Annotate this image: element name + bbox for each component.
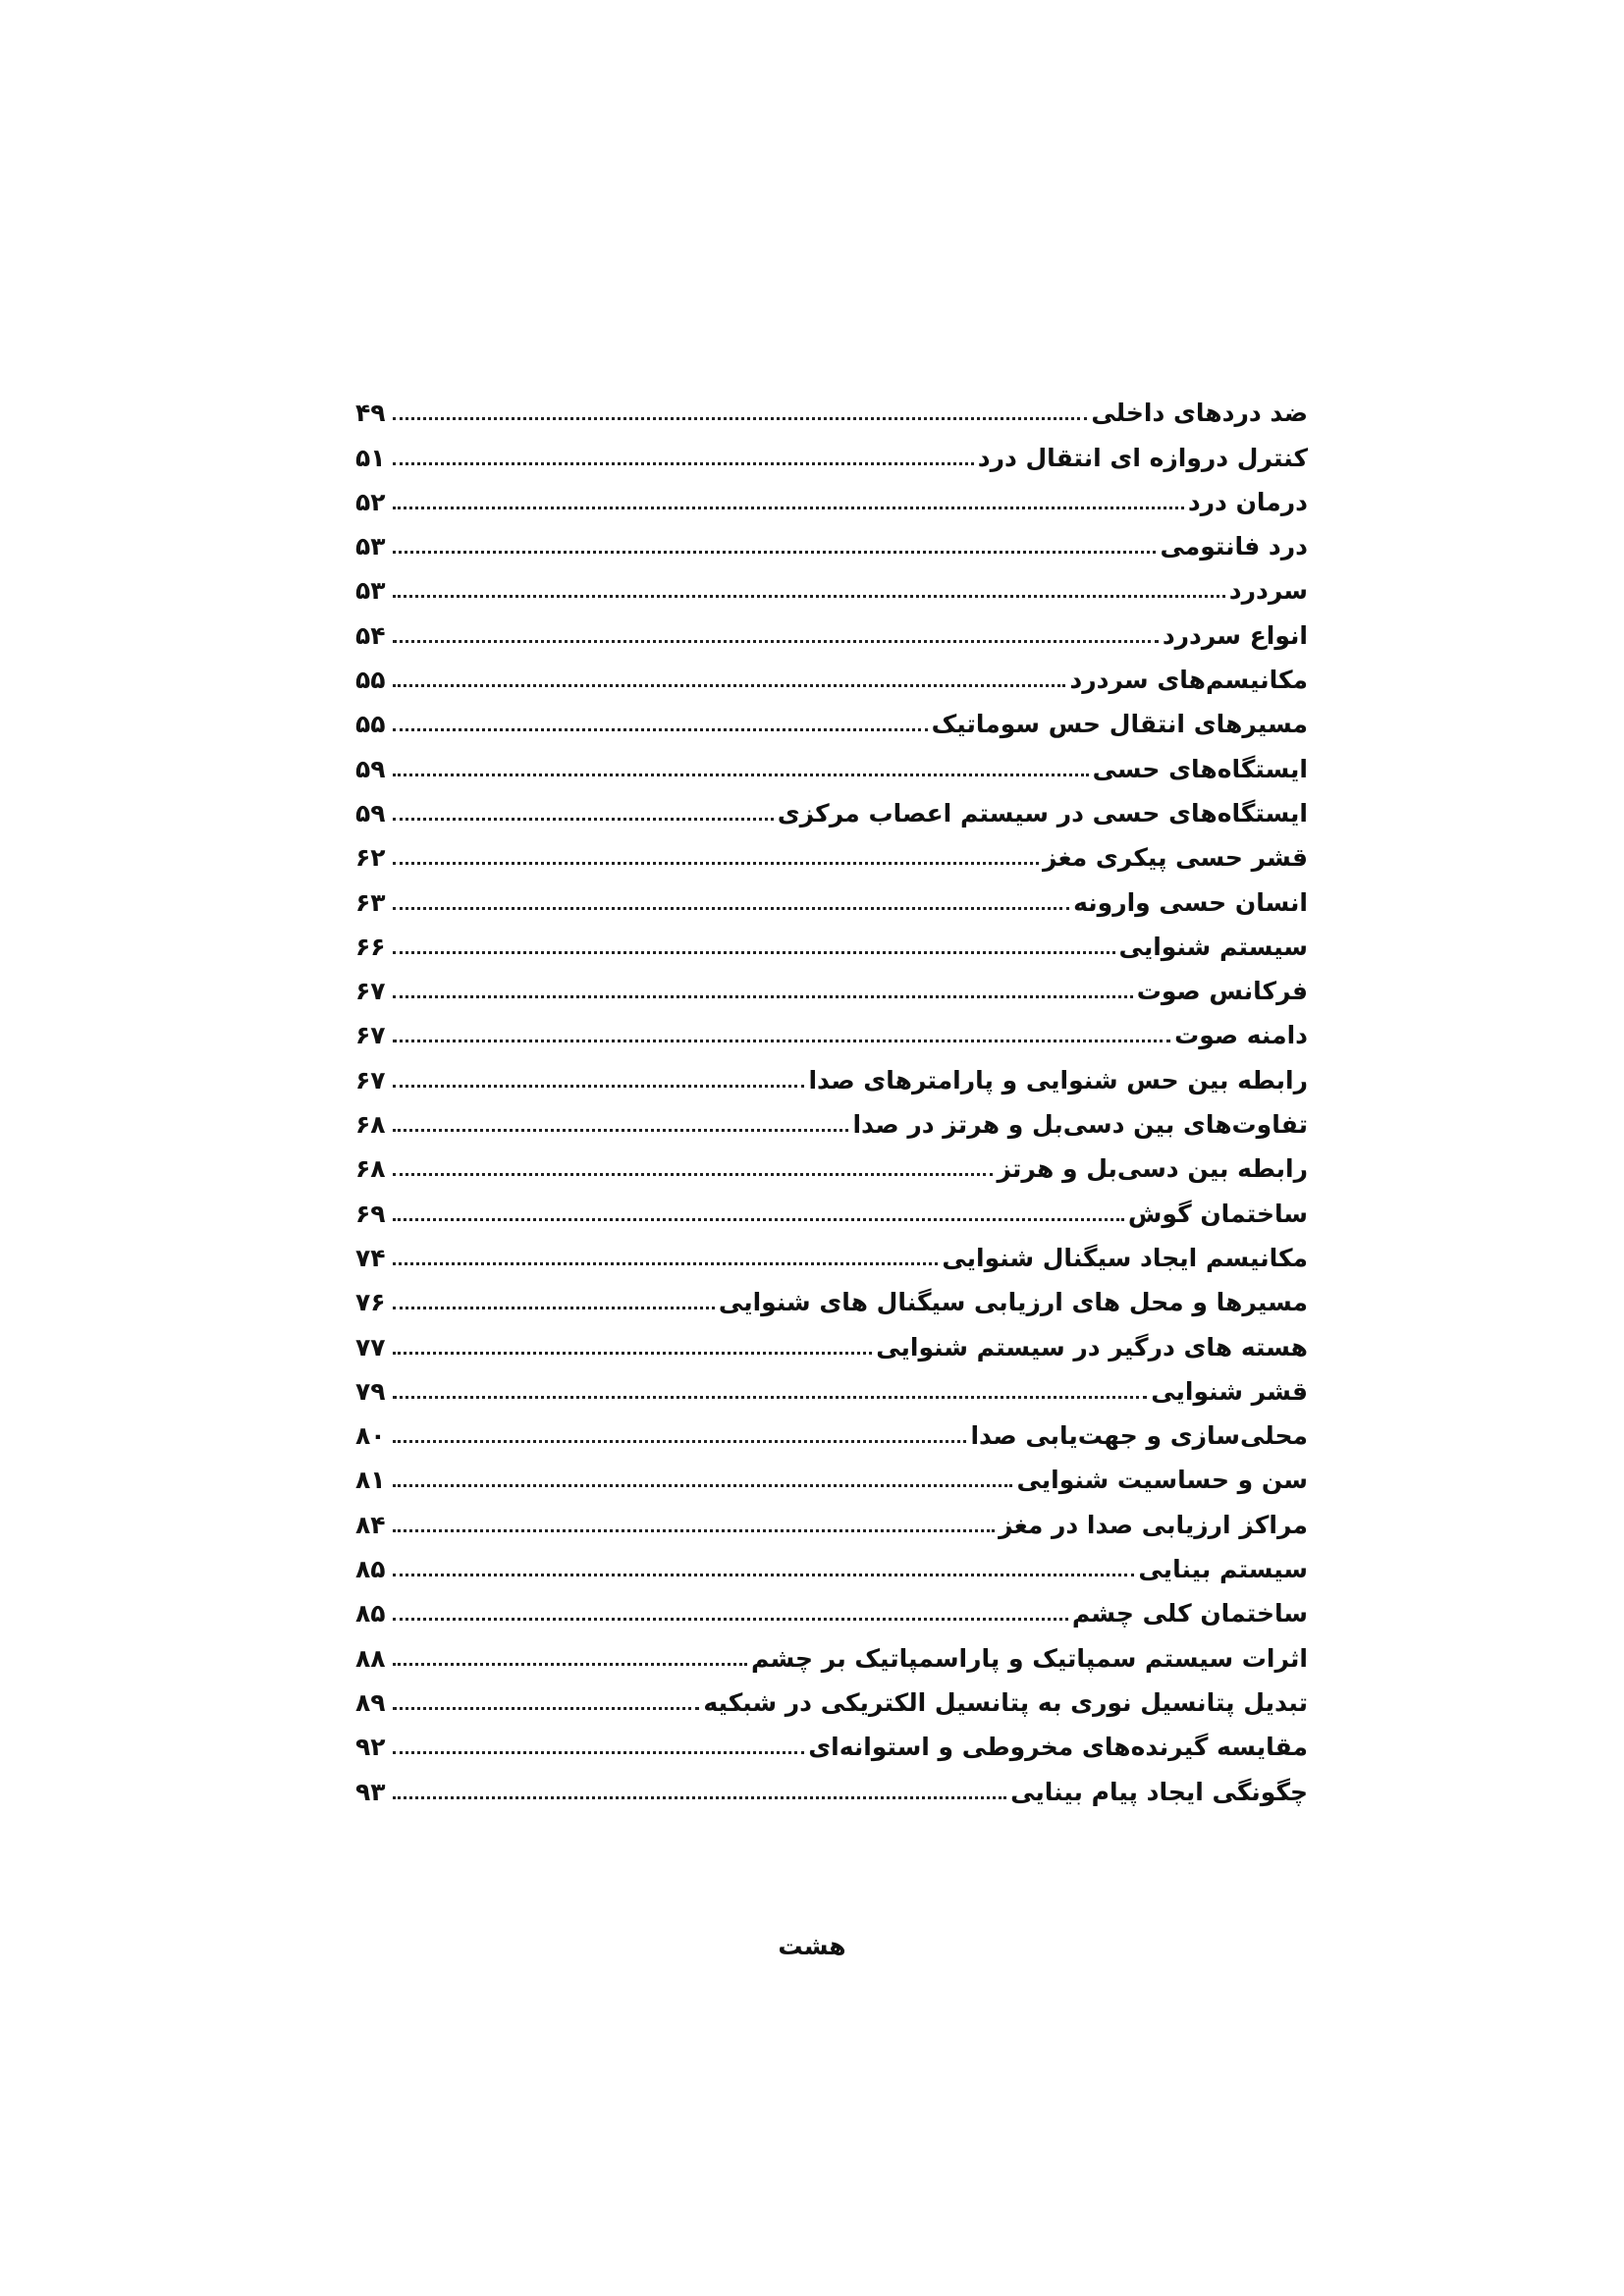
toc-dot-leader [393,1352,872,1355]
toc-dot-leader [393,995,1133,998]
toc-entry-title: ساختمان گوش [1127,1199,1308,1228]
toc-entry-title: درد فانتومی [1160,532,1308,561]
toc-dot-leader [393,1396,1147,1399]
toc-dot-leader [393,417,1087,420]
toc-entry[interactable] [355,829,1308,874]
toc-entry-page-number: ۸۱ [355,1466,386,1495]
toc-entry-page-number: ۸۵ [355,1599,386,1629]
toc-entry-page-number: ۵۹ [355,754,386,783]
toc-dot-leader [393,551,1156,554]
toc-entry-page-number: ۷۴ [355,1243,386,1272]
toc-entry-page-number: ۵۲ [355,487,386,516]
toc-dot-leader [393,951,1115,954]
toc-entry[interactable] [355,740,1308,784]
toc-entry-title: مکانیسم ایجاد سیگنال شنوایی [942,1243,1308,1272]
toc-dot-leader [393,1796,1006,1799]
toc-entry-page-number: ۵۴ [355,620,386,650]
toc-entry-title: مراکز ارزیابی صدا در مغز [999,1510,1308,1539]
toc-entry[interactable] [355,429,1308,473]
toc-entry[interactable] [355,1363,1308,1408]
toc-entry-page-number: ۵۹ [355,798,386,828]
toc-entry[interactable] [355,474,1308,518]
toc-dot-leader [393,862,1039,865]
toc-dot-leader [393,1663,747,1666]
toc-dot-leader [393,1129,848,1132]
toc-dot-leader [393,1307,715,1309]
toc-entry[interactable] [355,785,1308,829]
toc-entry[interactable] [355,1274,1308,1318]
toc-entry[interactable] [355,1007,1308,1051]
toc-entry-page-number: ۸۵ [355,1555,386,1584]
toc-entry-title: قشر حسی پیکری مغز [1043,843,1308,873]
toc-entry-title: ضد دردهای داخلی [1091,399,1308,428]
toc-entry-title: سیستم شنوایی [1118,932,1308,961]
toc-dot-leader [393,595,1225,598]
toc-dot-leader [393,1440,966,1443]
toc-entry[interactable] [355,1185,1308,1229]
toc-entry-title: تبدیل پتانسیل نوری به پتانسیل الکتریکی در شبکیه [703,1687,1308,1717]
toc-entry-page-number: ۴۹ [355,399,386,428]
toc-entry-page-number: ۷۹ [355,1376,386,1406]
toc-dot-leader [393,462,974,465]
page-folio: هشت [778,1932,846,1960]
toc-entry-page-number: ۸۴ [355,1510,386,1539]
toc-entry[interactable] [355,1051,1308,1095]
toc-entry-title: هسته های درگیر در سیستم شنوایی [876,1332,1308,1362]
toc-entry-page-number: ۹۳ [355,1777,386,1806]
toc-dot-leader [393,1173,993,1176]
toc-dot-leader [393,728,928,731]
toc-entry-title: مسیرهای انتقال حس سوماتیک [931,710,1308,739]
toc-dot-leader [393,1574,1134,1576]
toc-dot-leader [393,684,1065,687]
toc-entry-title: ساختمان کلی چشم [1071,1599,1308,1629]
toc-dot-leader [393,1707,699,1710]
toc-entry[interactable] [355,385,1308,429]
toc-dot-leader [393,507,1184,509]
toc-entry[interactable] [355,1719,1308,1763]
toc-dot-leader [393,1262,938,1265]
toc-entry-title: تفاوت‌های بین دسی‌بل و هرتز در صدا [852,1110,1308,1140]
toc-entry[interactable] [355,1096,1308,1141]
toc-entry-page-number: ۹۲ [355,1733,386,1762]
toc-entry-page-number: ۶۹ [355,1199,386,1228]
toc-entry[interactable] [355,1318,1308,1362]
toc-entry-page-number: ۸۸ [355,1643,386,1673]
toc-entry-page-number: ۵۵ [355,666,386,695]
toc-entry-title: ایستگاه‌های حسی [1092,754,1308,783]
toc-entry-page-number: ۶۷ [355,1065,386,1095]
toc-entry-page-number: ۷۶ [355,1288,386,1317]
toc-entry-title: مسیرها و محل های ارزیابی سیگنال های شنوایی [718,1288,1308,1317]
toc-entry-title: چگونگی ایجاد پیام بینایی [1010,1777,1308,1806]
toc-entry[interactable] [355,1408,1308,1452]
toc-entry-title: درمان درد [1187,487,1308,516]
toc-entry-title: کنترل دروازه ای انتقال درد [977,443,1308,472]
toc-entry-title: رابطه بین دسی‌بل و هرتز [997,1154,1308,1184]
toc-entry[interactable] [355,1230,1308,1274]
toc-entry-title: محلی‌سازی و جهت‌یابی صدا [970,1421,1308,1451]
toc-dot-leader [393,1751,804,1754]
toc-entry-title: قشر شنوایی [1151,1376,1308,1406]
toc-dot-leader [393,1529,995,1532]
toc-dot-leader [393,1618,1068,1621]
toc-entry-page-number: ۸۹ [355,1687,386,1717]
toc-dot-leader [393,1484,1012,1487]
toc-entry-page-number: ۵۵ [355,710,386,739]
toc-entry[interactable] [355,562,1308,607]
toc-entry[interactable] [355,652,1308,696]
toc-entry-title: فرکانس صوت [1136,977,1308,1006]
toc-entry-page-number: ۵۱ [355,443,386,472]
toc-entry-page-number: ۷۷ [355,1332,386,1362]
toc-entry[interactable] [355,1629,1308,1674]
toc-dot-leader [393,1218,1124,1221]
toc-entry[interactable] [355,1541,1308,1585]
toc-entry[interactable] [355,874,1308,918]
toc-dot-leader [393,640,1159,643]
toc-entry-page-number: ۶۶ [355,932,386,961]
toc-entry-title: انسان حسی وارونه [1073,887,1308,917]
toc-entry-title: سن و حساسیت شنوایی [1016,1466,1308,1495]
toc-entry[interactable] [355,696,1308,740]
toc-entry-title: اثرات سیستم سمپاتیک و پاراسمپاتیک بر چشم [751,1643,1308,1673]
toc-entry[interactable] [355,1675,1308,1719]
toc-entry[interactable] [355,518,1308,562]
toc-entry-page-number: ۶۸ [355,1110,386,1140]
toc-entry-title: مقایسه گیرنده‌های مخروطی و استوانه‌ای [808,1733,1308,1762]
toc-entry-page-number: ۶۷ [355,1021,386,1050]
toc-dot-leader [393,907,1069,910]
toc-entry-title: سیستم بینایی [1138,1555,1308,1584]
toc-entry-page-number: ۸۰ [355,1421,386,1451]
toc-entry-page-number: ۶۸ [355,1154,386,1184]
toc-entry-page-number: ۶۷ [355,977,386,1006]
toc-entry-title: دامنه صوت [1174,1021,1308,1050]
toc-entry-title: سردرد [1228,576,1308,606]
toc-entry-title: رابطه بین حس شنوایی و پارامترهای صدا [808,1065,1308,1095]
toc-entry-title: مکانیسم‌های سردرد [1069,666,1308,695]
toc-entry-page-number: ۵۳ [355,532,386,561]
toc-entry[interactable] [355,1141,1308,1185]
toc-entry[interactable] [355,1452,1308,1496]
toc-entry-title: ایستگاه‌های حسی در سیستم اعصاب مرکزی [777,798,1308,828]
toc-entry-page-number: ۵۳ [355,576,386,606]
toc-entry-page-number: ۶۲ [355,843,386,873]
toc-entry[interactable] [355,919,1308,963]
toc-entry[interactable] [355,607,1308,651]
toc-entry[interactable] [355,1496,1308,1540]
toc-entry-page-number: ۶۳ [355,887,386,917]
toc-dot-leader [393,774,1089,776]
toc-entry[interactable] [355,1585,1308,1629]
toc-entry[interactable] [355,1763,1308,1807]
toc-dot-leader [393,1085,804,1088]
toc-dot-leader [393,818,774,821]
table-of-contents [355,385,1308,1808]
toc-entry[interactable] [355,963,1308,1007]
toc-dot-leader [393,1040,1170,1042]
toc-entry-title: انواع سردرد [1162,620,1308,650]
